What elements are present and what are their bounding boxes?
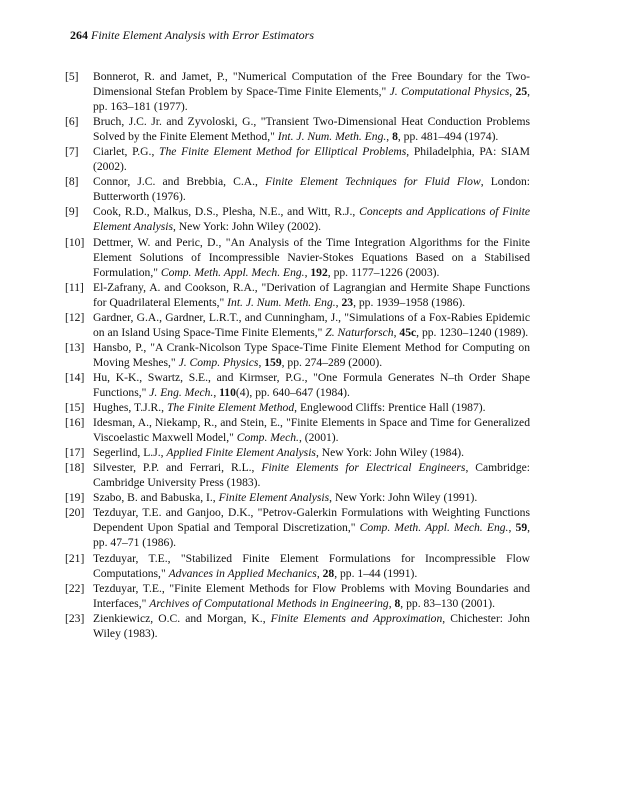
reference-entry	[65, 280, 530, 310]
reference-entry	[65, 204, 530, 234]
page-number: 264	[70, 28, 88, 42]
reference-text: , pp. 481–494 (1974).	[397, 130, 499, 144]
reference-entry	[65, 505, 531, 550]
reference-text: , pp. 1939–1958 (1986).	[353, 295, 466, 309]
reference-label: [13]	[65, 340, 85, 354]
reference-volume: 8	[394, 596, 401, 610]
reference-text: ,	[316, 566, 323, 580]
reference-title-italic: Z. Naturforsch	[325, 325, 394, 339]
reference-title-italic: Finite Elements for Electrical Engineers	[261, 461, 466, 475]
reference-title-italic: Int. J. Num. Meth. Eng.	[277, 130, 387, 144]
reference-list	[65, 69, 531, 641]
reference-label: [14]	[65, 370, 85, 384]
reference-label: [5]	[65, 70, 79, 83]
reference-text: ,	[508, 521, 516, 535]
reference-title-italic: The Finite Element Method for Elliptical Problems	[159, 145, 407, 159]
reference-entry	[65, 370, 530, 400]
reference-text: Dettmer, W. and Peric, D., "An Analysis of the Time Integration Algorithms for the Finite Element Solutions of Incompressible Navier-Stokes Equations Based on a Stabilised Formulation,"	[93, 235, 530, 279]
running-header	[70, 28, 314, 43]
book-title: Finite Element Analysis with Error Estimators	[91, 28, 314, 42]
reference-entry	[65, 551, 530, 581]
reference-text: Tezduyar, T.E., "Stabilized Finite Element Formulations for Incompressible Flow Computations,"	[93, 551, 530, 580]
reference-text: , New York: John Wiley (2002).	[172, 220, 322, 234]
reference-text: , (2001).	[298, 431, 339, 445]
reference-label: [16]	[65, 416, 85, 430]
reference-text: , New York: John Wiley (1991).	[329, 491, 478, 505]
reference-title-italic: Comp. Meth. Appl. Mech. Eng.	[359, 521, 509, 535]
reference-label: [15]	[65, 401, 85, 415]
reference-text: ,	[509, 85, 516, 99]
reference-text: ,	[304, 265, 311, 279]
reference-volume: 192	[310, 265, 328, 279]
reference-label: [6]	[65, 115, 79, 129]
reference-label: [22]	[65, 581, 85, 595]
reference-volume: 28	[322, 566, 335, 580]
reference-label: [12]	[65, 310, 85, 324]
reference-title-italic: J. Computational Physics	[389, 85, 510, 99]
reference-text: , pp. 1–44 (1991).	[334, 566, 418, 580]
reference-text: , London: Butterworth (1976).	[93, 175, 531, 204]
reference-volume: 45c	[399, 325, 417, 339]
reference-text: , pp. 1177–1226 (2003).	[327, 265, 440, 279]
reference-label: [10]	[65, 235, 85, 249]
reference-text: ,	[393, 325, 400, 339]
reference-text: , pp. 274–289 (2000).	[281, 355, 383, 369]
reference-label: [23]	[65, 611, 85, 625]
reference-title-italic: Finite Element Techniques for Fluid Flow	[265, 175, 481, 189]
reference-text: , Englewood Cliffs: Prentice Hall (1987).	[294, 401, 486, 415]
reference-label: [9]	[65, 205, 79, 219]
reference-volume: 25	[515, 85, 528, 99]
reference-text: , Philadelphia, PA: SIAM (2002).	[93, 145, 530, 174]
reference-text: , Chichester: John Wiley (1983).	[93, 611, 530, 640]
reference-entry	[65, 581, 530, 611]
reference-text: , New York: John Wiley (1984).	[315, 446, 465, 460]
reference-title-italic: Finite Element Analysis	[218, 491, 330, 505]
reference-text: Hu, K-K., Swartz, S.E., and Kirmser, P.G., "One Formula Generates N–th Order Shape Functions,"	[93, 370, 530, 399]
reference-text: Szabo, B. and Babuska, I.,	[93, 491, 219, 505]
reference-title-italic: Int. J. Num. Meth. Eng.	[227, 295, 336, 309]
reference-text: ,	[258, 355, 265, 369]
reference-volume: 110	[219, 385, 236, 399]
reference-entry	[65, 174, 531, 204]
reference-text: Idesman, A., Niekamp, R., and Stein, E., "Finite Elements in Space and Time for Generalized Viscoelastic Maxwell Model,"	[93, 416, 530, 445]
reference-label: [7]	[65, 145, 79, 159]
reference-text: , pp. 47–71 (1986).	[93, 521, 531, 550]
reference-text: ,	[386, 130, 393, 144]
reference-title-italic: The Finite Element Method	[166, 401, 295, 415]
reference-text: Tezduyar, T.E. and Ganjoo, D.K., "Petrov-Galerkin Formulations with Weighting Functions Dependent Upon Spatial and Temporal Discretization,"	[93, 506, 530, 535]
reference-title-italic: J. Eng. Mech.	[149, 385, 214, 399]
reference-entry	[65, 460, 530, 490]
reference-text: ,	[213, 385, 220, 399]
reference-text: Tezduyar, T.E., "Finite Element Methods for Flow Problems with Moving Boundaries and Interfaces,"	[93, 581, 530, 610]
reference-label: [11]	[65, 280, 84, 294]
reference-title-italic: Concepts and Applications of Finite Element Analysis	[93, 205, 530, 234]
reference-title-italic: Advances in Applied Mechanics	[168, 566, 317, 580]
reference-text: Hughes, T.J.R.,	[93, 401, 167, 415]
reference-entry	[65, 400, 530, 415]
reference-entry	[65, 235, 530, 280]
reference-text: Bruch, J.C. Jr. and Zyvoloski, G., "Transient Two-Dimensional Heat Conduction Problems Solved by the Finite Element Method,"	[93, 115, 530, 144]
reference-entry	[65, 445, 530, 460]
reference-volume: 59	[515, 521, 528, 535]
reference-text: Zienkiewicz, O.C. and Morgan, K.,	[93, 611, 271, 625]
reference-text: Segerlind, L.J.,	[93, 446, 167, 460]
reference-title-italic: J. Comp. Physics	[178, 355, 259, 369]
reference-text: Bonnerot, R. and Jamet, P., "Numerical Computation of the Free Boundary for the Two-Dimensional Stefan Problem by Space-Time Finite Elements,"	[93, 70, 530, 99]
reference-entry	[65, 114, 530, 144]
reference-text: , pp. 1230–1240 (1989).	[416, 325, 529, 339]
reference-title-italic: Comp. Mech.	[236, 431, 299, 445]
reference-text: Gardner, G.A., Gardner, L.R.T., and Cunningham, J., "Simulations of a Fox-Rabies Epidemic on an Island Using Space-Time Finite Elements,"	[93, 310, 530, 339]
reference-text: Connor, J.C. and Brebbia, C.A.,	[93, 175, 266, 189]
reference-title-italic: Archives of Computational Methods in Engineering	[149, 596, 389, 610]
reference-entry	[65, 490, 530, 505]
reference-title-italic: Applied Finite Element Analysis	[166, 446, 316, 460]
reference-text: , Cambridge: Cambridge University Press (1983).	[93, 461, 530, 490]
reference-text: Silvester, P.P. and Ferrari, R.L.,	[93, 461, 262, 475]
reference-label: [20]	[65, 506, 85, 520]
reference-entry	[65, 310, 530, 340]
reference-text: ,	[388, 596, 395, 610]
reference-text: Cook, R.D., Malkus, D.S., Plesha, N.E., and Witt, R.J.,	[93, 205, 360, 219]
reference-label: [17]	[65, 446, 85, 460]
reference-volume: 159	[264, 355, 282, 369]
reference-text: , pp. 83–130 (2001).	[400, 596, 495, 610]
reference-label: [18]	[65, 461, 85, 475]
reference-entry	[65, 415, 530, 445]
reference-entry	[65, 69, 531, 114]
reference-label: [21]	[65, 551, 85, 565]
reference-text: Hansbo, P., "A Crank-Nicolson Type Space-Time Finite Element Method for Computing on Moving Meshes,"	[93, 340, 530, 369]
reference-label: [19]	[65, 491, 85, 505]
reference-title-italic: Finite Elements and Approximation	[270, 611, 443, 625]
reference-title-italic: Comp. Meth. Appl. Mech. Eng.	[160, 265, 305, 279]
reference-entry	[65, 144, 530, 174]
reference-label: [8]	[65, 175, 79, 189]
reference-text: ,	[335, 295, 342, 309]
reference-entry	[65, 340, 530, 370]
reference-text: El-Zafrany, A. and Cookson, R.A., "Derivation of Lagrangian and Hermite Shape Functions for Quadrilateral Elements,"	[93, 280, 530, 309]
reference-text: Ciarlet, P.G.,	[93, 145, 160, 159]
reference-volume: 8	[392, 130, 398, 144]
reference-text: , pp. 163–181 (1977).	[93, 85, 531, 114]
reference-entry	[65, 611, 530, 641]
reference-volume: 23	[341, 295, 354, 309]
reference-text: (4), pp. 640–647 (1984).	[235, 385, 350, 399]
